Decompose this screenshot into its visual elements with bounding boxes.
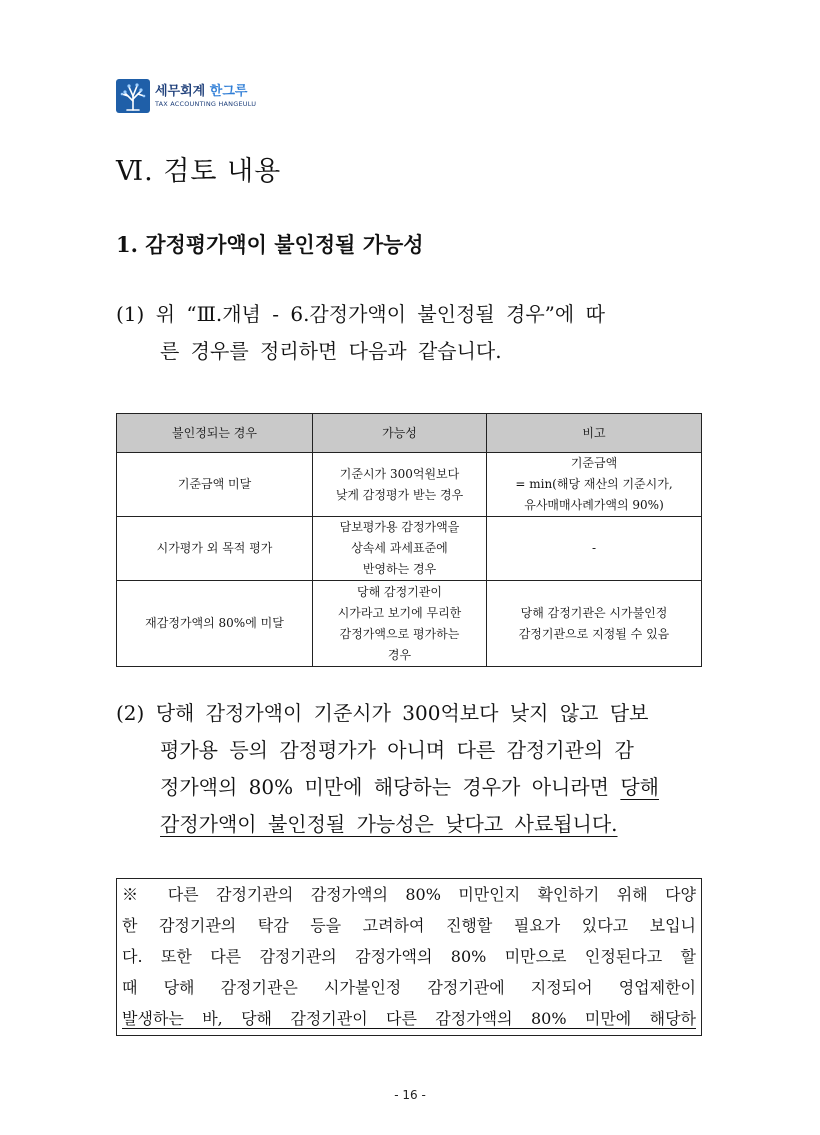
- table-cell-possibility: 담보평가용 감정가액을 상속세 과세표준에 반영하는 경우: [313, 517, 487, 581]
- table-cell-case: 재감정가액의 80%에 미달: [117, 581, 313, 667]
- note-line: 다. 또한 다른 감정기관의 감정가액의 80% 미만으로 인정된다고 할: [122, 947, 696, 966]
- column-header: 비고: [487, 414, 702, 453]
- logo-title: 세무회계 한그루: [155, 83, 248, 99]
- conclusion-underline: 당해: [620, 775, 659, 799]
- paragraph-1-line-2: 른 경우를 정리하면 다음과 같습니다.: [160, 339, 502, 363]
- table-row: [117, 453, 702, 517]
- note-line: 때 당해 감정기관은 시가불인정 감정기관에 지정되어 영업제한이: [122, 978, 696, 997]
- tree-icon: [116, 79, 150, 113]
- paragraph-2-line-1: (2) 당해 감정가액이 기준시가 300억보다 낮지 않고 담보: [116, 701, 649, 725]
- subsection-title: 1. 감정평가액이 불인정될 가능성: [116, 232, 424, 257]
- paragraph-1: [116, 296, 605, 370]
- table-cell-remark: 당해 감정기관은 시가불인정 감정기관으로 지정될 수 있음: [487, 581, 702, 667]
- conclusion-underline: 감정가액이 불인정될 가능성은 낮다고 사료됩니다.: [160, 812, 618, 836]
- company-logo: [116, 76, 276, 116]
- table-cell-case: 기준금액 미달: [117, 453, 313, 517]
- note-box: [116, 878, 702, 1036]
- paragraph-2-line-4: [116, 806, 659, 843]
- section-title: Ⅵ. 검토 내용: [116, 156, 282, 187]
- paragraph-1-line-1: (1) 위 “Ⅲ.개념 - 6.감정가액이 불인정될 경우”에 따: [116, 302, 605, 326]
- note-line: 발생하는 바, 당해 감정기관이 다른 감정가액의 80% 미만에 해당하: [122, 1009, 696, 1028]
- table-cell-case: 시가평가 외 목적 평가: [117, 517, 313, 581]
- paragraph-2-line-3: 정가액의 80% 미만에 해당하는 경우가 아니라면 당해: [160, 775, 659, 799]
- table-cell-remark: 기준금액 = min(해당 재산의 기준시가, 유사매매사례가액의 90%): [487, 453, 702, 517]
- note-line: ※ 다른 감정기관의 감정가액의 80% 미만인지 확인하기 위해 다양: [122, 885, 696, 904]
- table-row: [117, 517, 702, 581]
- table-cell-possibility: 기준시가 300억원보다 낮게 감정평가 받는 경우: [313, 453, 487, 517]
- column-header: 가능성: [313, 414, 487, 453]
- comparison-table: [116, 413, 702, 667]
- table-header-row: [117, 414, 702, 453]
- table-cell-remark: -: [487, 517, 702, 581]
- logo-subtitle: TAX ACCOUNTING HANGEULU: [155, 99, 257, 108]
- paragraph-2: [116, 695, 659, 843]
- table-row: [117, 581, 702, 667]
- table-cell-possibility: 당해 감정기관이 시가라고 보기에 무리한 감정가액으로 평가하는 경우: [313, 581, 487, 667]
- page-number: - 16 -: [394, 1088, 426, 1102]
- note-line: 한 감정기관의 탁감 등을 고려하여 진행할 필요가 있다고 보입니: [122, 916, 696, 935]
- paragraph-2-line-2: 평가용 등의 감정평가가 아니며 다른 감정기관의 감: [160, 738, 634, 762]
- column-header: 불인정되는 경우: [117, 414, 313, 453]
